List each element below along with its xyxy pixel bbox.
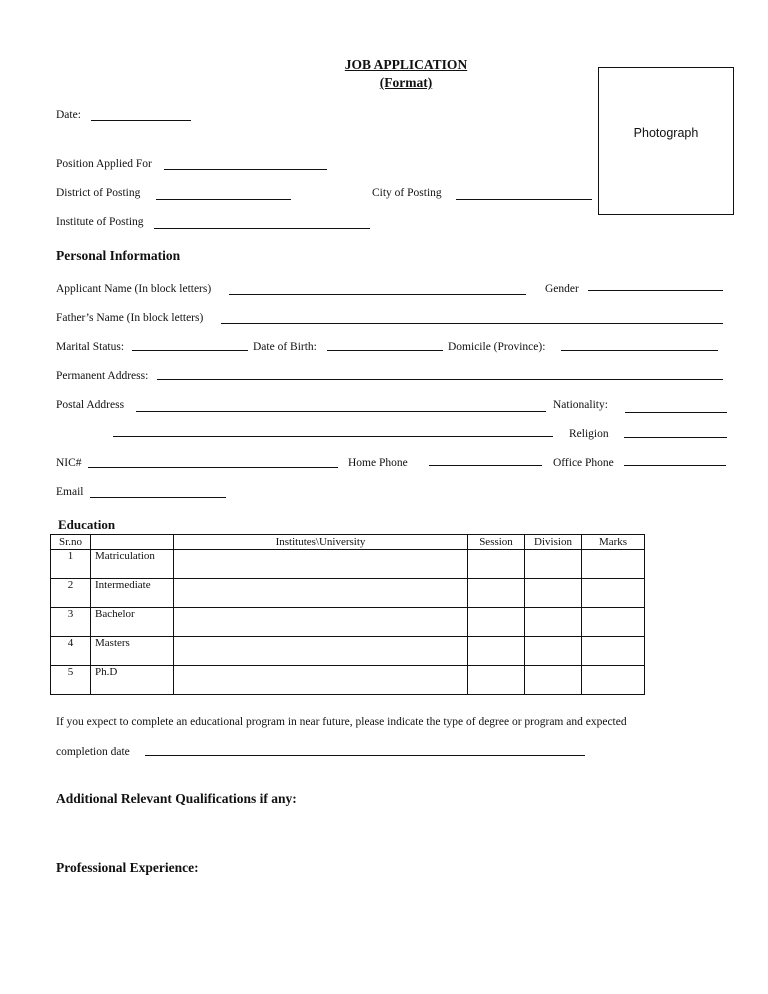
postal-address-label: Postal Address (56, 399, 125, 411)
session-cell[interactable] (468, 550, 525, 579)
row-degree: Ph.D (91, 666, 174, 695)
institute-cell[interactable] (174, 637, 468, 666)
division-cell[interactable] (525, 666, 582, 695)
col-institute: Institutes\University (174, 535, 468, 550)
marks-cell[interactable] (582, 608, 645, 637)
col-marks: Marks (582, 535, 645, 550)
postal-address-line-2[interactable] (113, 436, 553, 437)
division-cell[interactable] (525, 608, 582, 637)
gender-label: Gender (545, 283, 579, 295)
institute-field[interactable] (154, 228, 370, 229)
marital-status-field[interactable] (132, 350, 248, 351)
professional-experience-heading: Professional Experience: (56, 860, 199, 875)
nic-field[interactable] (88, 467, 338, 468)
table-row (51, 579, 645, 608)
table-row (51, 637, 645, 666)
table-row (51, 608, 645, 637)
position-label: Position Applied For (56, 158, 152, 170)
city-label: City of Posting (372, 187, 442, 199)
form-title: JOB APPLICATION (344, 57, 468, 72)
division-cell[interactable] (525, 637, 582, 666)
col-degree (91, 535, 174, 550)
email-label: Email (56, 486, 84, 498)
division-cell[interactable] (525, 579, 582, 608)
table-row (51, 550, 645, 579)
photograph-box[interactable] (598, 67, 734, 215)
education-table (50, 534, 645, 695)
row-degree: Intermediate (91, 579, 174, 608)
row-number: 1 (51, 550, 91, 579)
nationality-field[interactable] (625, 412, 727, 413)
nationality-label: Nationality: (553, 399, 608, 411)
applicant-name-field[interactable] (229, 294, 526, 295)
permanent-address-label: Permanent Address: (56, 370, 149, 382)
completion-date-field[interactable] (145, 755, 585, 756)
personal-info-heading: Personal Information (56, 248, 181, 263)
home-phone-field[interactable] (429, 465, 542, 466)
city-field[interactable] (456, 199, 592, 200)
division-cell[interactable] (525, 550, 582, 579)
institute-label: Institute of Posting (56, 216, 144, 228)
row-degree: Matriculation (91, 550, 174, 579)
session-cell[interactable] (468, 666, 525, 695)
institute-cell[interactable] (174, 608, 468, 637)
father-name-field[interactable] (221, 323, 723, 324)
nic-label: NIC# (56, 457, 82, 469)
date-label: Date: (56, 109, 81, 121)
religion-label: Religion (569, 428, 609, 440)
session-cell[interactable] (468, 608, 525, 637)
row-number: 5 (51, 666, 91, 695)
applicant-name-label: Applicant Name (In block letters) (56, 283, 212, 295)
col-division: Division (525, 535, 582, 550)
row-degree: Bachelor (91, 608, 174, 637)
position-field[interactable] (164, 169, 327, 170)
domicile-label: Domicile (Province): (448, 341, 546, 353)
dob-field[interactable] (327, 350, 443, 351)
domicile-field[interactable] (561, 350, 718, 351)
row-number: 2 (51, 579, 91, 608)
table-row (51, 666, 645, 695)
session-cell[interactable] (468, 637, 525, 666)
institute-cell[interactable] (174, 550, 468, 579)
education-heading: Education (58, 517, 116, 532)
row-degree: Masters (91, 637, 174, 666)
date-field[interactable] (91, 120, 191, 121)
marks-cell[interactable] (582, 579, 645, 608)
religion-field[interactable] (624, 437, 727, 438)
photograph-label: Photograph (633, 126, 699, 140)
marital-status-label: Marital Status: (56, 341, 125, 353)
dob-label: Date of Birth: (253, 341, 317, 353)
email-field[interactable] (90, 497, 226, 498)
institute-cell[interactable] (174, 666, 468, 695)
additional-qualifications-heading: Additional Relevant Qualifications if any: (56, 791, 297, 806)
postal-address-field[interactable] (136, 411, 546, 412)
session-cell[interactable] (468, 579, 525, 608)
col-srno: Sr.no (51, 535, 91, 550)
home-phone-label: Home Phone (348, 457, 408, 469)
father-name-label: Father’s Name (In block letters) (56, 312, 204, 324)
office-phone-field[interactable] (624, 465, 726, 466)
permanent-address-field[interactable] (157, 379, 723, 380)
future-program-text: If you expect to complete an educational program in near future, please indicate the type of degree or program and expected (56, 716, 627, 728)
education-header-row (51, 535, 645, 550)
row-number: 3 (51, 608, 91, 637)
row-number: 4 (51, 637, 91, 666)
institute-cell[interactable] (174, 579, 468, 608)
marks-cell[interactable] (582, 637, 645, 666)
district-field[interactable] (156, 199, 291, 200)
office-phone-label: Office Phone (553, 457, 614, 469)
completion-date-label: completion date (56, 746, 130, 758)
marks-cell[interactable] (582, 550, 645, 579)
district-label: District of Posting (56, 187, 141, 199)
form-subtitle: (Format) (379, 75, 433, 90)
gender-field[interactable] (588, 290, 723, 291)
col-session: Session (468, 535, 525, 550)
marks-cell[interactable] (582, 666, 645, 695)
